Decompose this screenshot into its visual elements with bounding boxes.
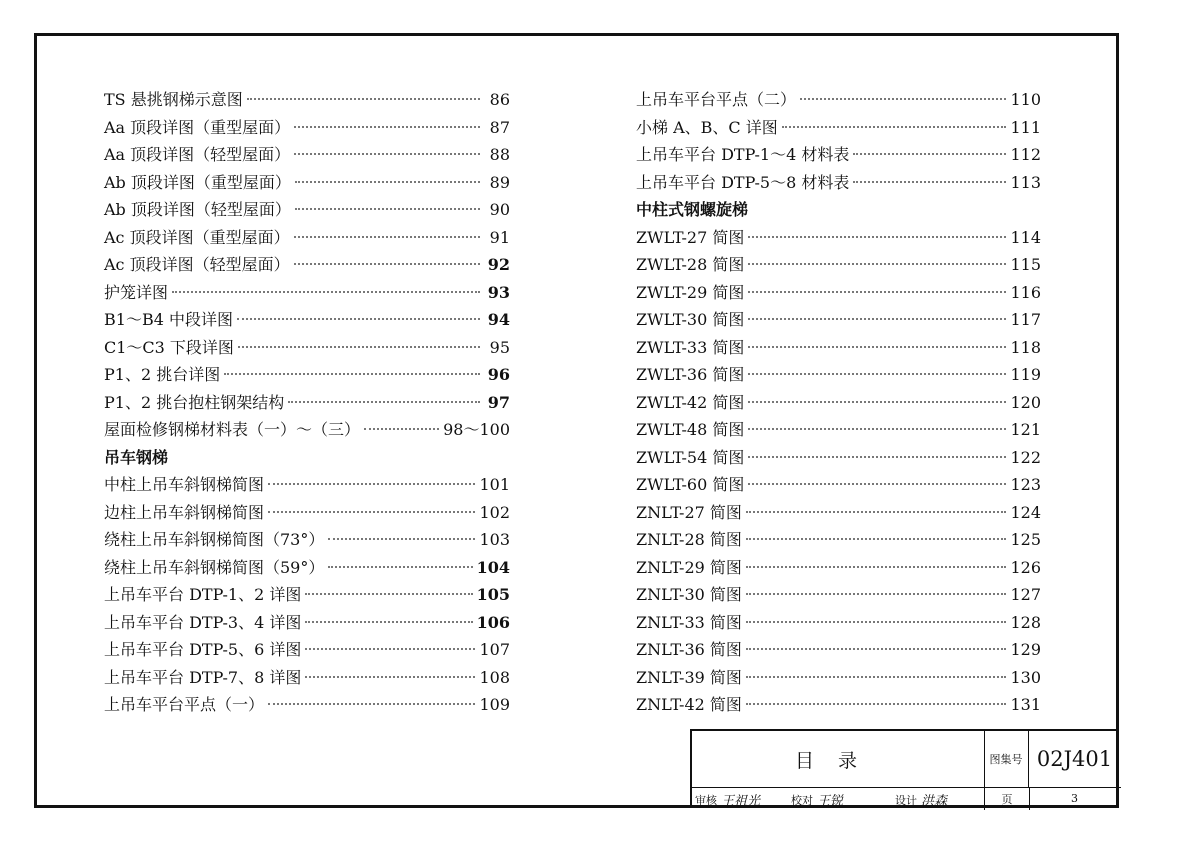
- design-signature: 洪森: [921, 794, 948, 809]
- toc-entry: [636, 86, 1041, 114]
- toc-entry: [636, 471, 1041, 499]
- toc-entry: [636, 416, 1041, 444]
- review-signature: 王祖光: [721, 794, 761, 809]
- toc-entry-title: Ac 顶段详图（重型屋面）: [104, 227, 290, 247]
- dot-leader: [288, 401, 480, 403]
- dot-leader: [268, 511, 475, 513]
- toc-entry-title: 上吊车平台 DTP-5、6 详图: [104, 640, 302, 659]
- toc-entry-title: 上吊车平台 DTP-1、2 详图: [104, 585, 302, 604]
- toc-entry-title: 上吊车平台 DTP-7、8 详图: [104, 667, 302, 687]
- toc-entry-page: 90: [489, 200, 510, 219]
- dot-leader: [748, 483, 1006, 485]
- toc-entry-title: 上吊车平台平点（二）: [636, 90, 797, 109]
- toc-entry: [636, 609, 1041, 637]
- dot-leader: [224, 373, 480, 375]
- toc-entry-page: 97: [487, 392, 510, 412]
- toc-entry: [636, 114, 1041, 142]
- dot-leader: [748, 401, 1006, 403]
- toc-entry-title: ZNLT-29 简图: [636, 557, 742, 577]
- dot-leader: [746, 703, 1007, 705]
- toc-entry-page: 95: [489, 337, 510, 357]
- atlas-number: 02J401: [1036, 747, 1113, 771]
- toc-entry-page: 106: [476, 612, 510, 632]
- toc-entry-page: 92: [487, 255, 510, 274]
- toc-entry-page: 87: [489, 117, 510, 137]
- toc-entry: [104, 691, 510, 719]
- toc-entry: [636, 251, 1041, 279]
- dot-leader: [294, 126, 480, 128]
- toc-entry: [104, 169, 510, 197]
- toc-entry-page: 120: [1010, 392, 1041, 412]
- toc-entry: [104, 251, 510, 279]
- dot-leader: [295, 208, 480, 210]
- dot-leader: [238, 346, 480, 348]
- toc-entry-page: 124: [1010, 502, 1041, 522]
- toc-entry-page: 102: [479, 502, 510, 522]
- toc-entry: [104, 609, 510, 637]
- review-label: 审核: [695, 793, 717, 807]
- dot-leader: [748, 428, 1006, 430]
- toc-entry-title: 屋面检修钢梯材料表（一）～（三）: [104, 420, 361, 439]
- dot-leader: [237, 318, 480, 320]
- toc-entry-page: 101: [479, 475, 510, 494]
- check-signature: 王锐: [817, 794, 844, 809]
- toc-entry-title: ZNLT-33 简图: [636, 612, 742, 632]
- dot-leader: [746, 676, 1007, 678]
- design-label: 设计: [895, 793, 917, 807]
- toc-entry: [104, 499, 510, 527]
- toc-entry-page: 125: [1010, 530, 1041, 549]
- toc-entry-title: ZWLT-29 简图: [636, 282, 745, 302]
- toc-entry-title: Ab 顶段详图（重型屋面）: [104, 172, 291, 192]
- toc-entry-page: 115: [1010, 255, 1041, 274]
- toc-entry-page: 121: [1010, 420, 1041, 439]
- dot-leader: [305, 648, 475, 650]
- toc-entry-page: 129: [1010, 640, 1041, 659]
- toc-entry-page: 108: [479, 667, 510, 687]
- toc-entry: [104, 581, 510, 609]
- toc-entry-page: 130: [1010, 667, 1041, 687]
- toc-entry-title: 绕柱上吊车斜钢梯简图（73°）: [104, 530, 325, 549]
- dot-leader: [800, 98, 1006, 100]
- dot-leader: [748, 236, 1006, 238]
- toc-entry-page: 98～100: [443, 420, 510, 439]
- toc-entry-title: ZWLT-28 简图: [636, 255, 745, 274]
- dot-leader: [294, 236, 480, 238]
- toc-entry-title: 上吊车平台 DTP-5～8 材料表: [636, 172, 850, 192]
- toc-entry-title: 中柱式钢螺旋梯: [636, 200, 749, 219]
- toc-entry-title: ZNLT-27 简图: [636, 502, 742, 522]
- title-block: [690, 729, 1119, 808]
- toc-entry-title: ZWLT-48 简图: [636, 420, 745, 439]
- toc-entry-title: ZNLT-36 简图: [636, 640, 742, 659]
- toc-entry: [636, 169, 1041, 197]
- toc-entry: [636, 279, 1041, 307]
- page-number: 3: [1071, 792, 1078, 805]
- toc-entry-page: 126: [1010, 557, 1041, 577]
- toc-entry: [104, 416, 510, 444]
- toc-entry: [104, 361, 510, 389]
- dot-leader: [328, 566, 472, 568]
- dot-leader: [853, 153, 1006, 155]
- toc-entry-title: P1、2 挑台抱柱钢架结构: [104, 392, 285, 412]
- toc-entry: [636, 334, 1041, 362]
- toc-entry-title: ZWLT-30 简图: [636, 310, 745, 329]
- toc-entry: [636, 361, 1041, 389]
- toc-entry: [636, 636, 1041, 664]
- dot-leader: [746, 511, 1007, 513]
- toc-entry: [104, 636, 510, 664]
- toc-entry-page: 116: [1010, 282, 1041, 302]
- dot-leader: [748, 456, 1006, 458]
- dot-leader: [305, 676, 475, 678]
- toc-left-column: [104, 86, 510, 719]
- document-title: 目录: [692, 731, 985, 787]
- toc-entry-page: 109: [479, 695, 510, 714]
- page-label: 页: [984, 787, 1030, 810]
- toc-entry: [104, 471, 510, 499]
- toc-entry-page: 128: [1010, 612, 1041, 632]
- check-label: 校对: [791, 793, 813, 807]
- toc-entry-title: 上吊车平台 DTP-1～4 材料表: [636, 145, 850, 164]
- toc-entry-page: 111: [1010, 117, 1041, 137]
- toc-entry: [104, 389, 510, 417]
- toc-entry: [104, 664, 510, 692]
- dot-leader: [746, 593, 1007, 595]
- toc-entry: [636, 581, 1041, 609]
- dot-leader: [748, 346, 1006, 348]
- dot-leader: [748, 291, 1006, 293]
- toc-entry: [104, 334, 510, 362]
- toc-entry-page: 89: [489, 172, 510, 192]
- toc-entry-title: ZWLT-60 简图: [636, 475, 745, 494]
- toc-entry: [104, 114, 510, 142]
- dot-leader: [247, 98, 480, 100]
- toc-entry-page: 113: [1010, 172, 1041, 192]
- toc-entry-page: 123: [1010, 475, 1041, 494]
- dot-leader: [305, 621, 472, 623]
- dot-leader: [746, 648, 1007, 650]
- toc-entry: [636, 141, 1041, 169]
- atlas-number-label: 图集号: [984, 731, 1029, 787]
- toc-entry-title: C1～C3 下段详图: [104, 337, 234, 357]
- toc-entry-page: 118: [1010, 337, 1041, 357]
- toc-entry: [636, 306, 1041, 334]
- toc-entry-title: 小梯 A、B、C 详图: [636, 117, 778, 137]
- toc-entry-page: 131: [1010, 695, 1041, 714]
- toc-section-heading: [636, 196, 1041, 224]
- dot-leader: [268, 703, 475, 705]
- dot-leader: [294, 153, 480, 155]
- dot-leader: [305, 593, 472, 595]
- toc-entry-title: 护笼详图: [104, 282, 169, 302]
- toc-entry-page: 105: [476, 585, 510, 604]
- toc-entry: [104, 86, 510, 114]
- toc-entry: [636, 389, 1041, 417]
- toc-entry-title: ZNLT-39 简图: [636, 667, 742, 687]
- toc-entry-page: 91: [489, 227, 510, 247]
- toc-section-heading: [104, 444, 510, 472]
- toc-entry-title: ZNLT-42 简图: [636, 695, 742, 714]
- toc-entry-title: P1、2 挑台详图: [104, 365, 221, 384]
- toc-entry: [104, 196, 510, 224]
- toc-entry-title: ZNLT-28 简图: [636, 530, 742, 549]
- toc-entry: [104, 554, 510, 582]
- toc-entry-page: 96: [487, 365, 510, 384]
- toc-entry-page: 127: [1010, 585, 1041, 604]
- toc-entry: [636, 691, 1041, 719]
- toc-entry-page: 94: [487, 310, 510, 329]
- dot-leader: [295, 181, 480, 183]
- dot-leader: [172, 291, 480, 293]
- toc-entry: [104, 279, 510, 307]
- toc-entry-page: 93: [487, 282, 510, 302]
- toc-entry-title: 绕柱上吊车斜钢梯简图（59°）: [104, 557, 325, 577]
- toc-entry: [636, 664, 1041, 692]
- dot-leader: [746, 566, 1007, 568]
- toc-entry: [104, 306, 510, 334]
- toc-entry-page: 114: [1010, 227, 1041, 247]
- toc-entry-title: 上吊车平台 DTP-3、4 详图: [104, 612, 302, 632]
- toc-entry-title: TS 悬挑钢梯示意图: [104, 90, 243, 109]
- toc-entry-title: 中柱上吊车斜钢梯简图: [104, 475, 265, 494]
- toc-entry-title: Aa 顶段详图（重型屋面）: [104, 117, 291, 137]
- dot-leader: [268, 483, 475, 485]
- toc-entry: [104, 141, 510, 169]
- toc-entry-title: Ab 顶段详图（轻型屋面）: [104, 200, 291, 219]
- dot-leader: [328, 538, 475, 540]
- toc-entry: [636, 554, 1041, 582]
- toc-entry-page: 122: [1010, 447, 1041, 467]
- toc-entry-title: ZWLT-33 简图: [636, 337, 745, 357]
- toc-entry-page: 104: [476, 557, 510, 577]
- toc-entry-page: 86: [489, 90, 510, 109]
- toc-entry-title: Ac 顶段详图（轻型屋面）: [104, 255, 290, 274]
- toc-entry-page: 119: [1010, 365, 1041, 384]
- toc-right-column: [636, 86, 1041, 719]
- toc-entry-title: 边柱上吊车斜钢梯简图: [104, 502, 265, 522]
- toc-entry: [636, 444, 1041, 472]
- dot-leader: [748, 373, 1006, 375]
- toc-entry-page: 110: [1010, 90, 1041, 109]
- dot-leader: [748, 263, 1006, 265]
- toc-entry: [636, 499, 1041, 527]
- toc-entry-title: Aa 顶段详图（轻型屋面）: [104, 145, 291, 164]
- toc-entry-page: 117: [1010, 310, 1041, 329]
- toc-entry-title: ZWLT-36 简图: [636, 365, 745, 384]
- dot-leader: [746, 621, 1007, 623]
- toc-entry-page: 107: [479, 640, 510, 659]
- dot-leader: [746, 538, 1007, 540]
- dot-leader: [853, 181, 1006, 183]
- toc-entry: [104, 224, 510, 252]
- toc-entry-title: ZWLT-42 简图: [636, 392, 745, 412]
- dot-leader: [294, 263, 480, 265]
- toc-entry: [636, 526, 1041, 554]
- dot-leader: [364, 428, 439, 430]
- toc-entry-page: 88: [489, 145, 510, 164]
- toc-entry-page: 112: [1010, 145, 1041, 164]
- toc-entry-title: B1～B4 中段详图: [104, 310, 233, 329]
- toc-entry-title: ZWLT-54 简图: [636, 447, 745, 467]
- toc-entry-title: 吊车钢梯: [104, 447, 169, 467]
- toc-entry-title: 上吊车平台平点（一）: [104, 695, 265, 714]
- dot-leader: [748, 318, 1006, 320]
- toc-entry-title: ZNLT-30 简图: [636, 585, 742, 604]
- toc-entry-page: 103: [479, 530, 510, 549]
- dot-leader: [782, 126, 1007, 128]
- toc-entry-title: ZWLT-27 简图: [636, 227, 745, 247]
- toc-entry: [636, 224, 1041, 252]
- toc-entry: [104, 526, 510, 554]
